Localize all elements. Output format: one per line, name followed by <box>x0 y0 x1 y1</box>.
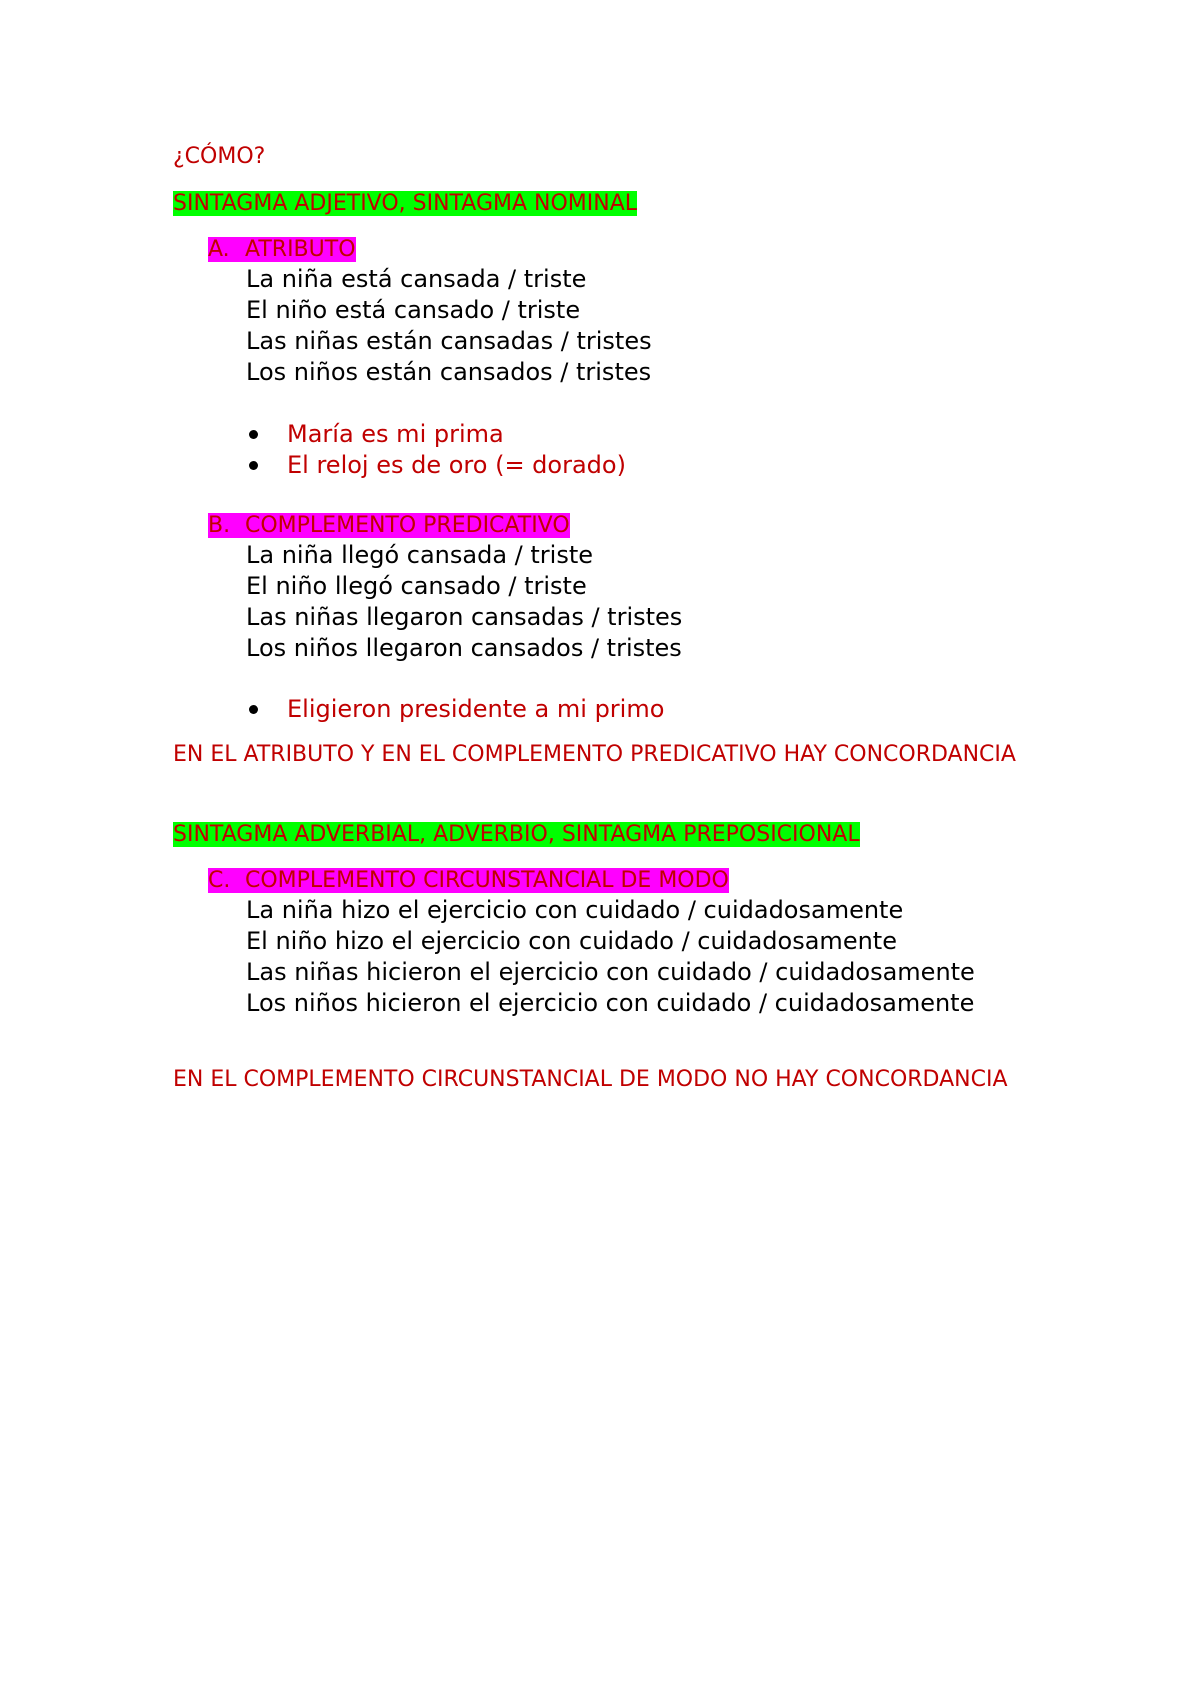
bullet-dot-icon <box>249 461 258 470</box>
bullet-item <box>246 694 664 725</box>
example-line: Los niños están cansados / tristes <box>246 358 652 386</box>
example-line: El niño está cansado / triste <box>246 296 581 324</box>
example-line: El niño llegó cansado / triste <box>246 572 587 600</box>
heading-atributo <box>208 235 356 265</box>
bullet-text: Eligieron presidente a mi primo <box>287 695 665 723</box>
bullet-item <box>246 450 626 481</box>
section-heading-adjetivo <box>173 189 1035 219</box>
heading-atributo-label: A. ATRIBUTO <box>208 237 356 262</box>
bullet-item <box>246 419 626 450</box>
example-line: La niña está cansada / triste <box>246 265 587 293</box>
examples-predicativo <box>246 540 682 664</box>
heading-predicativo-label: B. COMPLEMENTO PREDICATIVO <box>208 513 570 538</box>
example-line: Las niñas están cansadas / tristes <box>246 327 652 355</box>
conclusion-no-concordancia: EN EL COMPLEMENTO CIRCUNSTANCIAL DE MODO NO HAY CONCORDANCIA <box>173 1067 1008 1092</box>
example-line: Los niños hicieron el ejercicio con cuidado / cuidadosamente <box>246 989 975 1017</box>
heading-circunstancial <box>208 866 729 896</box>
bullet-text: El reloj es de oro (= dorado) <box>287 451 626 479</box>
conclusion-concordancia: EN EL ATRIBUTO Y EN EL COMPLEMENTO PREDICATIVO HAY CONCORDANCIA <box>173 742 1016 767</box>
bullet-dot-icon <box>249 705 258 714</box>
section-heading-text: SINTAGMA ADVERBIAL, ADVERBIO, SINTAGMA PREPOSICIONAL <box>173 822 860 847</box>
section-heading-text: SINTAGMA ADJETIVO, SINTAGMA NOMINAL <box>173 191 638 216</box>
example-line: El niño hizo el ejercicio con cuidado / cuidadosamente <box>246 927 897 955</box>
example-line: Los niños llegaron cansados / tristes <box>246 634 682 662</box>
heading-predicativo <box>208 511 570 541</box>
page-title: ¿CÓMO? <box>173 144 266 169</box>
example-line: Las niñas llegaron cansadas / tristes <box>246 603 683 631</box>
bullets-predicativo <box>246 694 664 725</box>
examples-atributo <box>246 264 652 388</box>
heading-circunstancial-label: C. COMPLEMENTO CIRCUNSTANCIAL DE MODO <box>208 868 729 893</box>
bullet-dot-icon <box>249 430 258 439</box>
section-heading-adverbial <box>173 820 1035 850</box>
examples-circunstancial <box>246 895 975 1019</box>
bullets-atributo <box>246 419 626 481</box>
example-line: La niña hizo el ejercicio con cuidado / cuidadosamente <box>246 896 904 924</box>
bullet-text: María es mi prima <box>287 420 504 448</box>
example-line: Las niñas hicieron el ejercicio con cuidado / cuidadosamente <box>246 958 975 986</box>
example-line: La niña llegó cansada / triste <box>246 541 594 569</box>
